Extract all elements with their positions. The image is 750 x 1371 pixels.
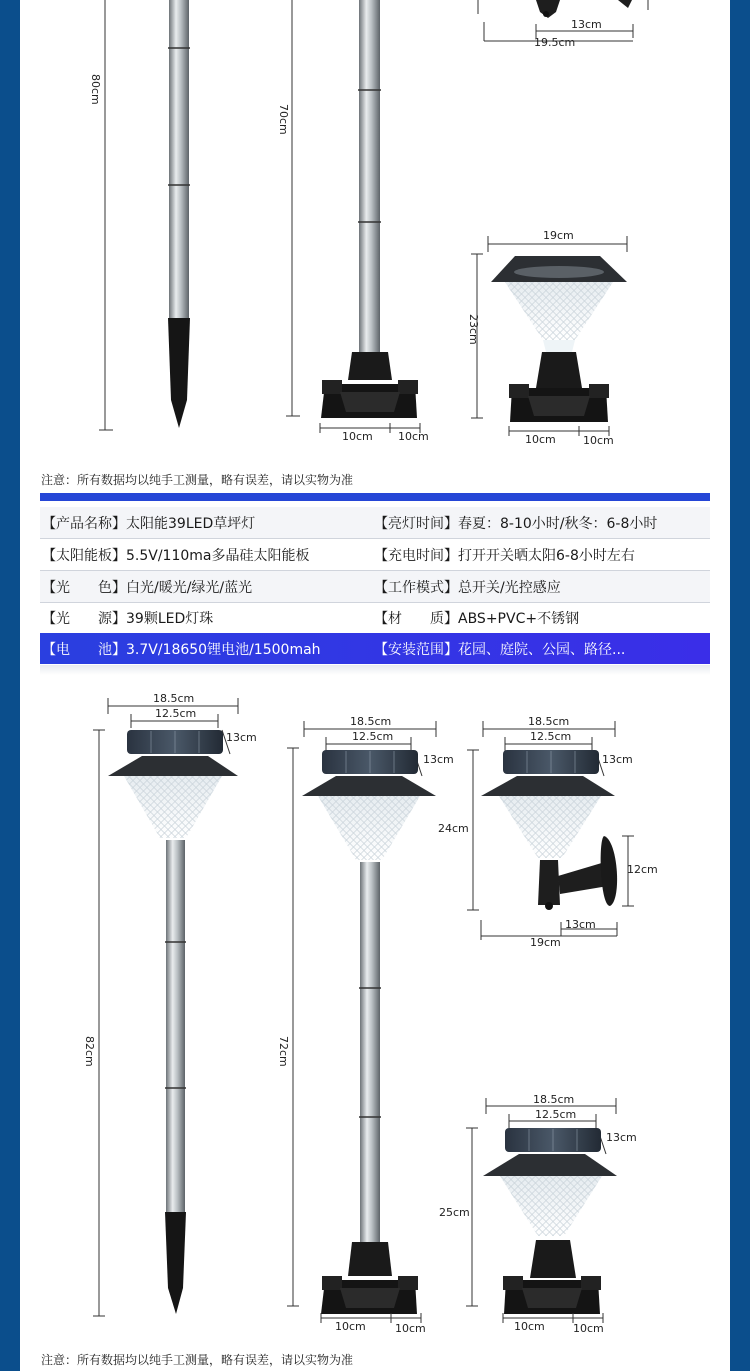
spec-row xyxy=(40,602,710,634)
dim-a-panel: 12.5cm xyxy=(155,707,197,720)
spec-row xyxy=(40,571,710,603)
dim-a-height: 82cm xyxy=(83,1036,96,1067)
dim-lamp-width: 19cm xyxy=(543,229,574,242)
dim-base-b: 10cm xyxy=(398,430,429,443)
dim-c-mount: 12cm xyxy=(627,863,658,876)
spec-header-bar xyxy=(40,493,710,501)
dim-d-base-b: 10cm xyxy=(573,1322,604,1335)
dim-total-width: 19.5cm xyxy=(534,36,576,49)
spec-row xyxy=(40,507,710,539)
dim-b-base-a: 10cm xyxy=(335,1320,366,1333)
spec-left: 【电 池】3.7V/18650锂电池/1500mah xyxy=(42,642,321,658)
dim-d-panel: 12.5cm xyxy=(535,1108,577,1121)
spec-right: 【充电时间】打开开关晒太阳6-8小时左右 xyxy=(374,548,635,564)
dim-d-width: 18.5cm xyxy=(533,1093,575,1106)
spec-row xyxy=(40,539,710,571)
dim-a-width: 18.5cm xyxy=(153,692,195,705)
spec-left: 【光 色】白光/暖光/绿光/蓝光 xyxy=(42,580,253,596)
spec-table-shadow xyxy=(40,665,710,675)
dim-d-panel-height: 13cm xyxy=(606,1131,637,1144)
dim-c-height: 24cm xyxy=(438,822,469,835)
dim-a-panel-height: 13cm xyxy=(226,731,257,744)
dim-base-c: 10cm xyxy=(525,433,556,446)
dim-c-arm: 13cm xyxy=(565,918,596,931)
dim-d-height: 25cm xyxy=(439,1206,470,1219)
dim-b-base-b: 10cm xyxy=(395,1322,426,1335)
spec-left: 【太阳能板】5.5V/110ma多晶硅太阳能板 xyxy=(42,548,310,564)
spec-row-highlight xyxy=(40,633,710,664)
dim-c-panel: 12.5cm xyxy=(530,730,572,743)
dim-b-panel: 12.5cm xyxy=(352,730,394,743)
dim-pole-height: 70cm xyxy=(277,104,290,135)
spec-right: 【工作模式】总开关/光控感应 xyxy=(374,580,561,596)
dim-base-d: 10cm xyxy=(583,434,614,447)
dim-c-total: 19cm xyxy=(530,936,561,949)
spec-left: 【光 源】39颗LED灯珠 xyxy=(42,611,214,627)
dim-c-panel-height: 13cm xyxy=(602,753,633,766)
spec-left: 【产品名称】太阳能39LED草坪灯 xyxy=(42,516,256,532)
dim-d-base-a: 10cm xyxy=(514,1320,545,1333)
dim-b-panel-height: 13cm xyxy=(423,753,454,766)
dim-arm-length: 13cm xyxy=(571,18,602,31)
measurement-note-bottom: 注意：所有数据均以纯手工测量，略有误差，请以实物为准 xyxy=(41,1353,354,1367)
spec-right: 【材 质】ABS+PVC+不锈钢 xyxy=(374,611,580,627)
dim-b-width: 18.5cm xyxy=(350,715,392,728)
dim-lamp-height: 23cm xyxy=(467,314,480,345)
spec-right: 【亮灯时间】春夏：8-10小时/秋冬：6-8小时 xyxy=(374,516,658,532)
dim-stake-height: 80cm xyxy=(89,74,102,105)
measurement-note-top: 注意：所有数据均以纯手工测量，略有误差，请以实物为准 xyxy=(41,473,354,487)
dim-b-height: 72cm xyxy=(277,1036,290,1067)
spec-right: 【安装范围】花园、庭院、公园、路径... xyxy=(374,642,626,658)
dim-c-width: 18.5cm xyxy=(528,715,570,728)
dim-base-a: 10cm xyxy=(342,430,373,443)
